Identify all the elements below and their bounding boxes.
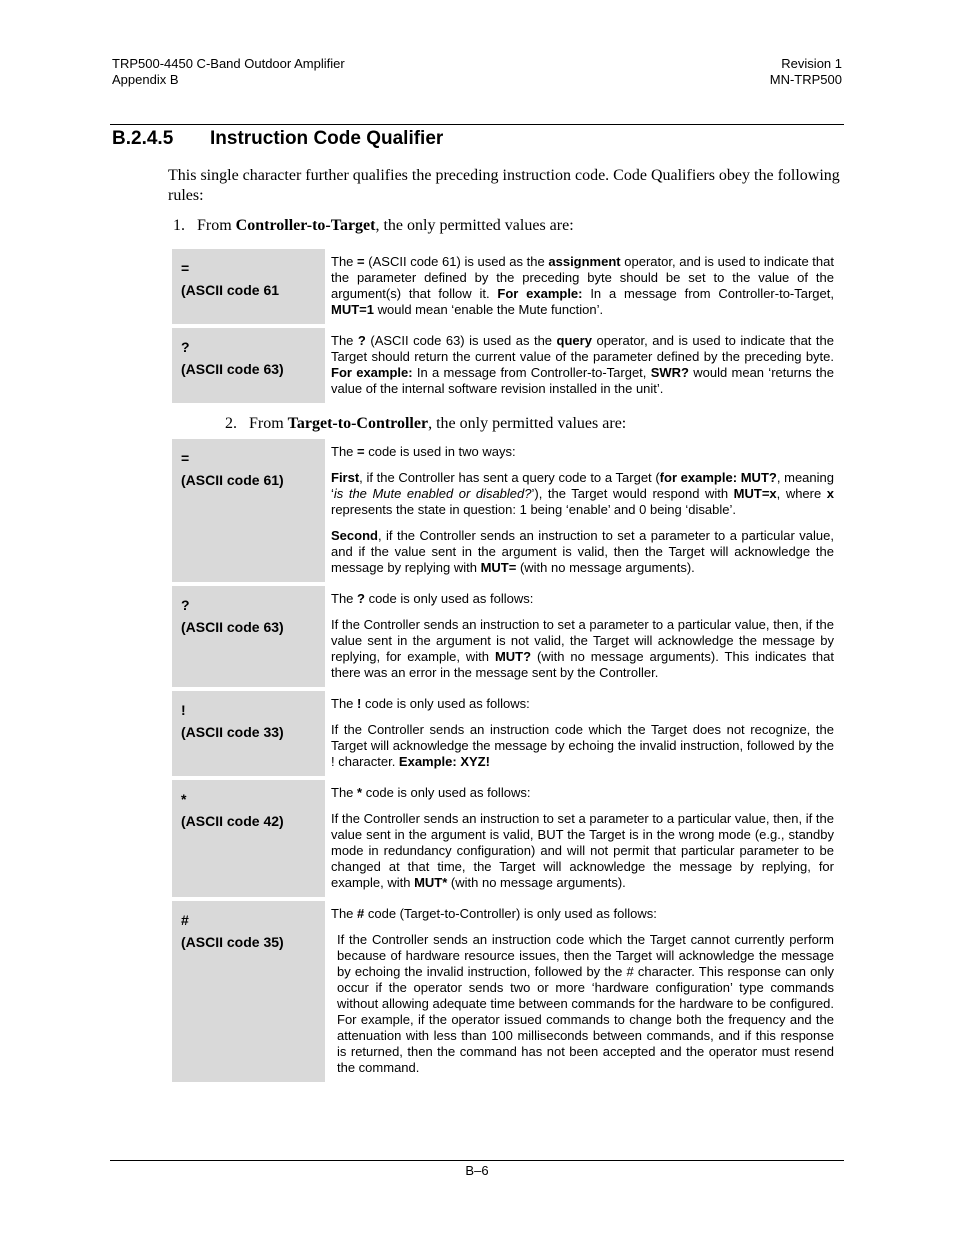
- description-paragraph: [331, 470, 834, 518]
- text-run: The: [331, 591, 358, 606]
- bold-text: Example: XYZ!: [398, 754, 490, 769]
- text-run: If the Controller sends an instruction to set a parameter to a particular value, then, if the value sent in the argument is valid, BUT the Target is in the wrong mode (e.g., standby mode in redundancy configuration) and will not permit that particular parameter to be changed at that time, the Target will acknowledge the message by replying, for example, with: [331, 811, 834, 890]
- qualifier-description: [331, 586, 834, 687]
- description-paragraph: [331, 444, 834, 460]
- qualifier-label-cell: [172, 328, 325, 403]
- qualifier-symbol: =: [181, 450, 190, 466]
- list-item-emphasis: Controller-to-Target: [235, 217, 376, 234]
- text-run: In a message from Controller-to-Target,: [582, 286, 834, 301]
- bold-text: query: [556, 333, 592, 348]
- text-run: would mean ‘returns the value of the internal software revision installed in the unit’.: [331, 365, 835, 396]
- description-paragraph: [331, 696, 834, 712]
- bold-text: MUT=x: [733, 486, 777, 501]
- ascii-code-label: (ASCII code 61: [181, 282, 280, 298]
- qualifier-label-cell: [172, 691, 325, 776]
- text-run: code is only used as follows:: [361, 696, 530, 711]
- section-title: Instruction Code Qualifier: [210, 128, 444, 149]
- description-paragraph: [331, 254, 834, 318]
- bold-text: ?: [357, 591, 365, 606]
- qualifier-description: [331, 691, 834, 776]
- description-paragraph: [331, 811, 834, 891]
- ascii-code-label: (ASCII code 63): [181, 361, 284, 377]
- text-run: If the Controller sends an instruction to set a parameter to a particular value, then, if the value sent in the argument is not valid, the Target will acknowledge the message by replying, for example, with: [331, 617, 834, 664]
- qualifier-symbol: ?: [181, 597, 190, 613]
- controller-to-target-table: [172, 249, 844, 407]
- qualifier-row: [172, 328, 844, 403]
- bold-text: assignment: [548, 254, 621, 269]
- section-heading: [112, 127, 443, 151]
- bold-text: MUT*: [414, 875, 448, 890]
- list-marker: 2.: [225, 415, 237, 432]
- bold-text: Second: [331, 528, 378, 543]
- section-intro: This single character further qualifies the preceding instruction code. Code Qualifiers obey the following rules:: [168, 167, 840, 204]
- document-title: TRP500-4450 C-Band Outdoor Amplifier: [112, 56, 345, 71]
- bold-text: MUT?: [494, 649, 532, 664]
- text-run: code (Target-to-Controller) is only used as follows:: [364, 906, 657, 921]
- text-run: , if the Controller sends an instruction to set a parameter to a particular value, and if the value sent in the argument is valid, then the Target will acknowledge the message by replying with: [331, 528, 834, 575]
- text-run: would mean ‘enable the Mute function’.: [373, 302, 604, 317]
- running-header-right: [770, 56, 842, 88]
- description-paragraph: [331, 932, 834, 1076]
- description-paragraph: [331, 333, 834, 397]
- running-header-left: [112, 56, 345, 88]
- document-number: MN-TRP500: [769, 72, 842, 87]
- text-run: represents the state in question: 1 being ‘enable’ and 0 being ‘disable’.: [331, 502, 736, 517]
- text-run: The: [331, 906, 358, 921]
- text-run: code is only used as follows:: [362, 785, 531, 800]
- bold-text: ?: [357, 333, 366, 348]
- text-run: The: [331, 785, 358, 800]
- ascii-code-label: (ASCII code 33): [181, 724, 284, 740]
- bold-text: *: [357, 785, 363, 800]
- text-run: In a message from Controller-to-Target,: [412, 365, 651, 380]
- qualifier-description: [331, 780, 834, 897]
- list-item-controller-to-target: 1. From Controller-to-Target, the only permitted values are:: [173, 217, 574, 234]
- qualifier-row: [172, 586, 844, 687]
- ascii-code-label: (ASCII code 61): [181, 472, 284, 488]
- qualifier-row: [172, 439, 844, 582]
- bold-text: MUT=1: [331, 302, 374, 317]
- description-paragraph: [331, 906, 834, 922]
- qualifier-description: [331, 901, 834, 1082]
- qualifier-row: [172, 691, 844, 776]
- italic-text: is the Mute enabled or disabled?: [333, 486, 532, 501]
- section-number: B.2.4.5: [112, 128, 174, 149]
- qualifier-label-cell: [172, 249, 325, 324]
- list-marker: 1.: [173, 217, 185, 234]
- qualifier-label-cell: [172, 780, 325, 897]
- text-run: If the Controller sends an instruction code which the Target cannot currently perform because of hardware resource issues, then the Target will acknowledge the message by echoing the invalid instruction, followed by the # character. This response can only occur if the operator sends two or more ‘hardware configuration’ type commands without allowing adequate time between commands for the hardware to be configured. For example, if the operator issued commands to change both the frequency and the attenuation with less than 100 milliseconds between commands, and if this response is returned, then the command has not been accepted and the operator must resend the command.: [337, 932, 834, 1075]
- text-run: (ASCII code 63) is used as the: [365, 333, 557, 348]
- description-paragraph: [331, 528, 834, 576]
- qualifier-row: [172, 780, 844, 897]
- qualifier-symbol: !: [181, 702, 186, 718]
- appendix-label: Appendix B: [112, 72, 179, 87]
- list-item-target-to-controller: 2. From Target-to-Controller, the only permitted values are:: [225, 415, 627, 432]
- bold-text: First: [331, 470, 360, 485]
- qualifier-symbol: =: [181, 260, 190, 276]
- description-paragraph: [331, 722, 834, 770]
- ascii-code-label: (ASCII code 35): [181, 934, 284, 950]
- text-run: The: [331, 444, 358, 459]
- ascii-code-label: (ASCII code 42): [181, 813, 284, 829]
- qualifier-description: [331, 328, 834, 403]
- qualifier-row: [172, 901, 844, 1082]
- text-run: operator, and is used to indicate that the Target should return the current value of the parameter defined by the preceding byte.: [331, 333, 834, 364]
- text-run: ’), the Target would respond with: [531, 486, 734, 501]
- text-run: (with no message arguments).: [516, 560, 695, 575]
- text-run: operator, and is used to indicate that the parameter defined by the preceding byte should be set to the value of the argument(s) that follow it.: [331, 254, 834, 301]
- bold-text: SWR?: [650, 365, 689, 380]
- text-run: code is used in two ways:: [364, 444, 516, 459]
- ascii-code-label: (ASCII code 63): [181, 619, 284, 635]
- bold-text: For example:: [497, 286, 583, 301]
- header-divider: [110, 124, 844, 125]
- text-run: The: [331, 254, 358, 269]
- bold-text: #: [357, 906, 365, 921]
- description-paragraph: [331, 591, 834, 607]
- page-number: B–6: [465, 1163, 489, 1178]
- text-run: , where: [776, 486, 827, 501]
- text-run: The: [331, 333, 358, 348]
- qualifier-description: [331, 439, 834, 582]
- text-run: (with no message arguments).: [447, 875, 626, 890]
- qualifier-symbol: ?: [181, 339, 190, 355]
- list-item-emphasis: Target-to-Controller: [287, 415, 429, 432]
- bold-text: x: [826, 486, 835, 501]
- text-run: , meaning ‘: [331, 470, 834, 501]
- description-paragraph: [331, 785, 834, 801]
- qualifier-symbol: #: [181, 912, 189, 928]
- bold-text: for example: MUT?: [659, 470, 777, 485]
- text-run: If the Controller sends an instruction code which the Target does not recognize, the Target will acknowledge the message by echoing the invalid instruction, followed by the ! character.: [331, 722, 834, 769]
- qualifier-label-cell: [172, 439, 325, 582]
- revision-label: Revision 1: [781, 56, 842, 71]
- text-run: (ASCII code 61) is used as the: [364, 254, 549, 269]
- text-run: The: [331, 696, 358, 711]
- target-to-controller-table: [172, 439, 844, 1086]
- bold-text: MUT=: [480, 560, 517, 575]
- qualifier-description: [331, 249, 834, 324]
- qualifier-label-cell: [172, 586, 325, 687]
- bold-text: !: [357, 696, 362, 711]
- bold-text: =: [357, 444, 365, 459]
- text-run: , if the Controller has sent a query code to a Target (: [359, 470, 660, 485]
- bold-text: For example:: [331, 365, 413, 380]
- bold-text: =: [357, 254, 365, 269]
- qualifier-row: [172, 249, 844, 324]
- text-run: (with no message arguments). This indicates that there was an error in the message sent by the Controller.: [331, 649, 834, 680]
- qualifier-label-cell: [172, 901, 325, 1082]
- description-paragraph: [331, 617, 834, 681]
- footer-divider: [110, 1160, 844, 1161]
- qualifier-symbol: *: [181, 791, 187, 807]
- text-run: code is only used as follows:: [364, 591, 534, 606]
